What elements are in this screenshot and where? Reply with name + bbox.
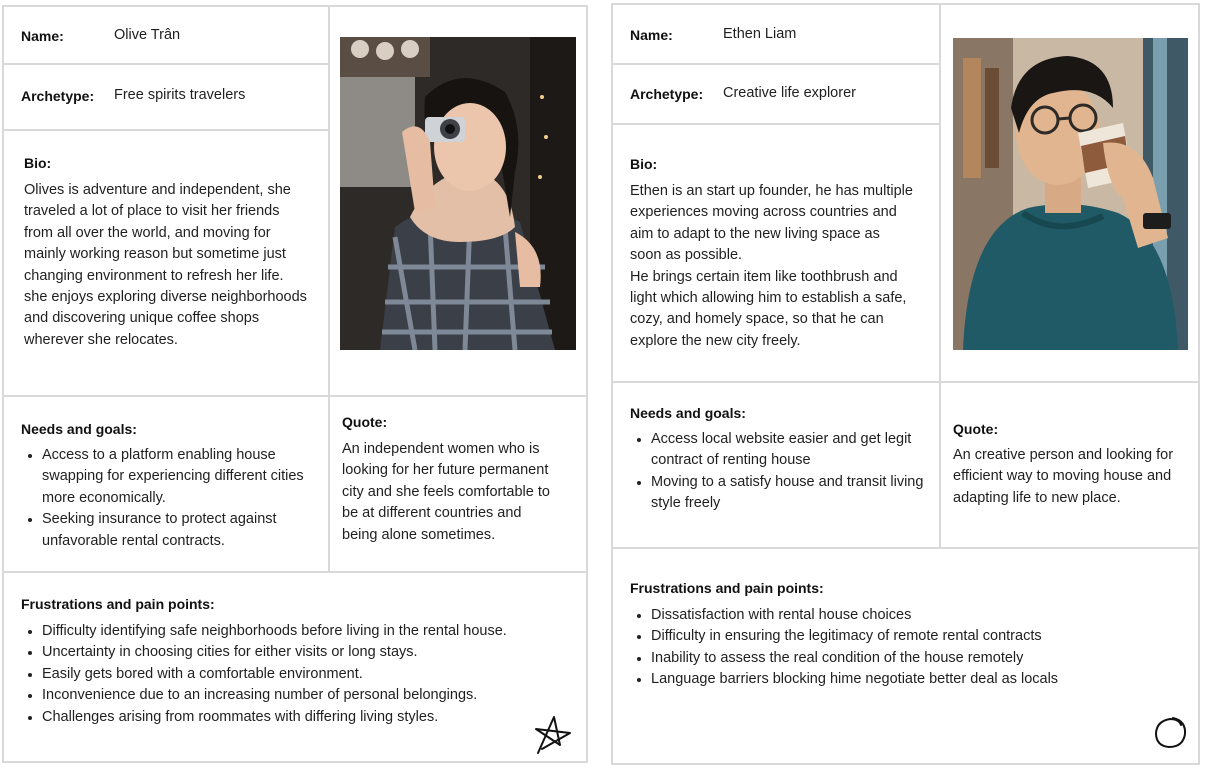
- archetype-label: Archetype:: [21, 88, 95, 104]
- photo-section: [328, 5, 588, 397]
- bio-line: experiences moving across countries and: [630, 204, 897, 221]
- quote-section: [939, 381, 1200, 549]
- bio-line: aim to adapt to the new living space as: [630, 225, 880, 242]
- list-item: Inability to assess the real condition of the house remotely: [630, 648, 1180, 669]
- quote-line: be at different countries and: [342, 505, 522, 522]
- frustrations-list: [630, 605, 1180, 691]
- quote-text: [953, 445, 1198, 509]
- bio-line: Ethen is an start up founder, he has multiple: [630, 183, 913, 199]
- list-item: [630, 429, 942, 472]
- bio-line: she enjoys exploring diverse neighborhoods: [24, 289, 307, 306]
- needs-list: [21, 445, 326, 552]
- quote-line: An independent women who is: [342, 441, 540, 457]
- quote-text: [342, 439, 582, 546]
- list-item: Dissatisfaction with rental house choices: [630, 605, 1180, 626]
- list-item-line: Moving to a satisfy house and transit living: [651, 473, 924, 490]
- bio-line: changing environment to refresh her life.: [24, 267, 284, 284]
- persona-name: Olive Trân: [114, 27, 181, 43]
- name-label: Name:: [630, 27, 673, 43]
- archetype-label: Archetype:: [630, 86, 704, 102]
- name-row: [611, 3, 941, 65]
- list-item: Language barriers blocking hime negotiate better deal as locals: [630, 669, 1180, 690]
- quote-section: [328, 395, 588, 573]
- list-item: [21, 509, 326, 552]
- list-item: Challenges arising from roommates with differing living styles.: [21, 707, 561, 728]
- bio-line: light which allowing him to establish a safe,: [630, 290, 907, 307]
- list-item: [21, 445, 326, 509]
- name-label: Name:: [21, 28, 64, 44]
- list-item: Uncertainty in choosing cities for either visits or long stays.: [21, 642, 561, 663]
- bio-line: Olives is adventure and independent, she: [24, 182, 291, 198]
- circle-scribble-icon: [1151, 713, 1189, 751]
- name-row: [2, 5, 330, 65]
- list-item-line: more economically.: [42, 489, 166, 506]
- persona-archetype: Free spirits travelers: [114, 87, 246, 103]
- bio-section: [611, 123, 941, 383]
- bio-text: [24, 180, 324, 351]
- persona-archetype: Creative life explorer: [723, 85, 856, 101]
- needs-section: [611, 381, 941, 549]
- list-item: Difficulty in ensuring the legitimacy of remote rental contracts: [630, 626, 1180, 647]
- needs-label: Needs and goals:: [21, 421, 137, 437]
- list-item-line: unfavorable rental contracts.: [42, 532, 225, 549]
- frustrations-section: [611, 547, 1200, 765]
- bio-line: explore the new city freely.: [630, 332, 801, 349]
- list-item: [630, 472, 942, 515]
- woman-with-camera-photo: [340, 37, 576, 350]
- bio-line: wherever she relocates.: [24, 331, 178, 348]
- archetype-row: [2, 63, 330, 131]
- man-drinking-coffee-photo: [953, 38, 1188, 350]
- frustrations-label: Frustrations and pain points:: [21, 596, 215, 612]
- quote-line: looking for her future permanent: [342, 462, 549, 479]
- list-item-line: style freely: [651, 495, 721, 512]
- photo-section: [939, 3, 1200, 383]
- archetype-row: [611, 63, 941, 125]
- bio-line: soon as possible.: [630, 247, 743, 264]
- star-scribble-icon: [532, 711, 576, 757]
- bio-label: Bio:: [24, 155, 52, 171]
- needs-section: [2, 395, 330, 573]
- bio-line: traveled a lot of place to visit her friends: [24, 203, 280, 220]
- bio-section: [2, 129, 330, 397]
- bio-line: mainly working reason but sometime just: [24, 246, 286, 263]
- frustrations-section: [2, 571, 588, 763]
- quote-label: Quote:: [342, 414, 388, 430]
- bio-text: [630, 181, 940, 352]
- list-item-line: Access local website easier and get legit: [651, 431, 912, 447]
- persona-name: Ethen Liam: [723, 26, 797, 42]
- needs-label: Needs and goals:: [630, 405, 746, 421]
- bio-line: He brings certain item like toothbrush and: [630, 268, 898, 285]
- quote-label: Quote:: [953, 421, 999, 437]
- list-item: Easily gets bored with a comfortable environment.: [21, 664, 561, 685]
- quote-line: city and she feels comfortable to: [342, 483, 550, 500]
- needs-list: [630, 429, 942, 515]
- bio-line: from all over the world, and moving for: [24, 224, 271, 241]
- bio-label: Bio:: [630, 156, 658, 172]
- list-item-line: swapping for experiencing different cities: [42, 468, 304, 485]
- list-item-line: Seeking insurance to protect against: [42, 511, 277, 528]
- quote-line: being alone sometimes.: [342, 526, 496, 543]
- list-item: Difficulty identifying safe neighborhoods before living in the rental house.: [21, 621, 561, 642]
- quote-line: An creative person and looking for: [953, 447, 1174, 463]
- frustrations-list: [21, 621, 561, 728]
- list-item: Inconvenience due to an increasing number of personal belongings.: [21, 685, 561, 706]
- quote-line: efficient way to moving house and: [953, 468, 1172, 485]
- list-item-line: contract of renting house: [651, 452, 811, 469]
- frustrations-label: Frustrations and pain points:: [630, 580, 824, 596]
- bio-line: cozy, and homely space, so that he can: [630, 311, 884, 328]
- list-item-line: Access to a platform enabling house: [42, 447, 276, 463]
- quote-line: adapting life to new place.: [953, 489, 1121, 506]
- bio-line: and discovering unique coffee shops: [24, 310, 260, 327]
